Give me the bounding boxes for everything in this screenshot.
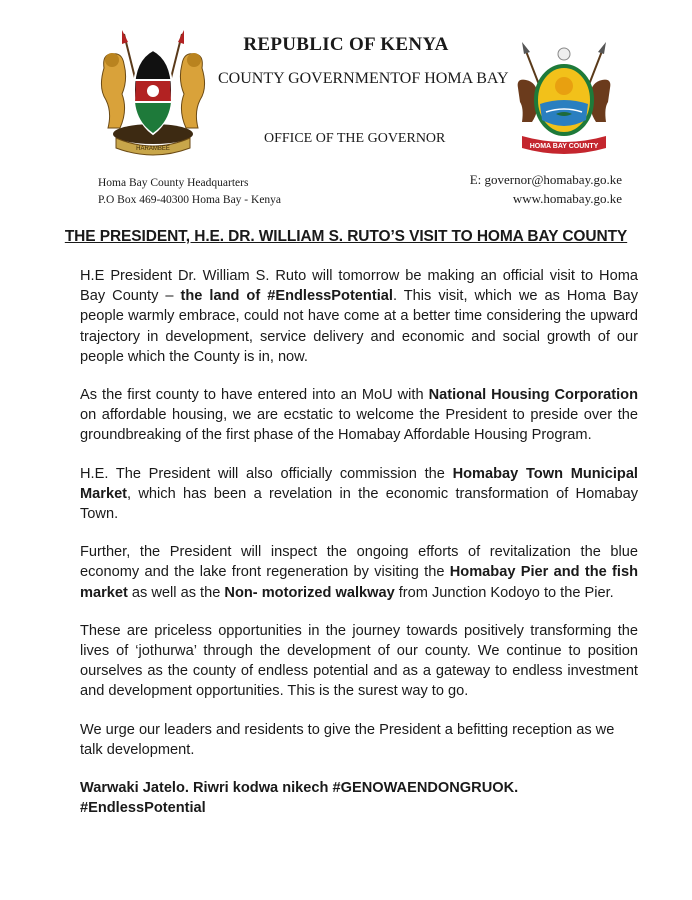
paragraph-6: We urge our leaders and residents to give the President a befitting reception as we talk development.: [80, 721, 615, 758]
email-text: E: governor@homabay.go.ke: [469, 172, 622, 187]
p2-text-a: As the first county to have entered into an MoU with: [80, 387, 429, 404]
p2-text-c: on affordable housing, we are ecstatic to welcome the President to preside over the groundbreaking of the first phase of the Homabay Affordable Housing Program.: [80, 407, 638, 444]
p4-bold-walkway: Non- motorized walkway: [224, 584, 395, 601]
hq-line-2: P.O Box 469-40300 Homa Bay - Kenya: [98, 194, 282, 206]
hq-address: [98, 175, 281, 209]
closing-block: [80, 778, 638, 818]
p3-bold-market: Homabay Town Municipal Market: [80, 465, 638, 502]
office-heading: OFFICE OF THE GOVERNOR: [264, 131, 446, 146]
p1-text-c: . This visit, which we as Homa Bay people warmly embrace, could not have come at a better time considering the upward trajectory in development, service delivery and economic and social growth of our people which the County is in, now.: [80, 288, 638, 365]
country-heading: REPUBLIC OF KENYA: [243, 34, 449, 55]
p4-text-c: as well as the: [127, 584, 225, 601]
homabay-coat-of-arms-icon: [512, 38, 616, 156]
p4-bold-pier: Homabay Pier and the fish market: [80, 564, 638, 601]
p4-text-a: Further, the President will inspect the ongoing efforts of revitalization the blue economy and the lake front regeneration by visiting the: [80, 544, 638, 581]
website-text: www.homabay.go.ke: [512, 191, 622, 206]
hq-line-1: Homa Bay County Headquarters: [98, 177, 249, 189]
paragraph-5: These are priceless opportunities in the journey towards positively transforming the lives of ‘jothurwa’ through the development of our county. We continue to position ourselves as the county of endless potential and as a gateway to endless investment and development opportunities. This is the surest way to go.: [80, 622, 638, 700]
county-heading: COUNTY GOVERNMENTOF HOMA BAY: [218, 70, 509, 87]
p2-bold-nhc: National Housing Corporation: [428, 387, 638, 404]
paragraph-3: [80, 464, 638, 525]
closing-hashtag: #EndlessPotential: [80, 800, 206, 817]
kenya-coa-motto: HARAMBEE: [136, 146, 170, 152]
kenya-coat-of-arms-icon: [94, 30, 212, 158]
p4-text-e: from Junction Kodoyo to the Pier.: [394, 584, 614, 601]
p3-text-c: , which has been a revelation in the economic transformation of Homabay Town.: [80, 485, 638, 523]
closing-line-1: Warwaki Jatelo. Riwri kodwa nikech #GENOWAENDONGRUOK.: [80, 780, 519, 797]
paragraph-4: [80, 542, 638, 603]
p1-bold-endless-potential: the land of #EndlessPotential: [180, 288, 393, 305]
paragraph-1: [80, 266, 638, 367]
paragraph-2: [80, 385, 638, 446]
p3-text-a: H.E. The President will also officially commission the: [80, 465, 453, 482]
homabay-coa-label: HOMA BAY COUNTY: [529, 143, 599, 150]
document-title: THE PRESIDENT, H.E. DR. WILLIAM S. RUTO’S VISIT TO HOMA BAY COUNTY: [64, 228, 628, 245]
contact-info: [470, 170, 622, 208]
document-body: [80, 266, 638, 818]
p1-text-a: H.E President Dr. William S. Ruto will tomorrow be making an official visit to Homa Bay County –: [80, 268, 638, 305]
